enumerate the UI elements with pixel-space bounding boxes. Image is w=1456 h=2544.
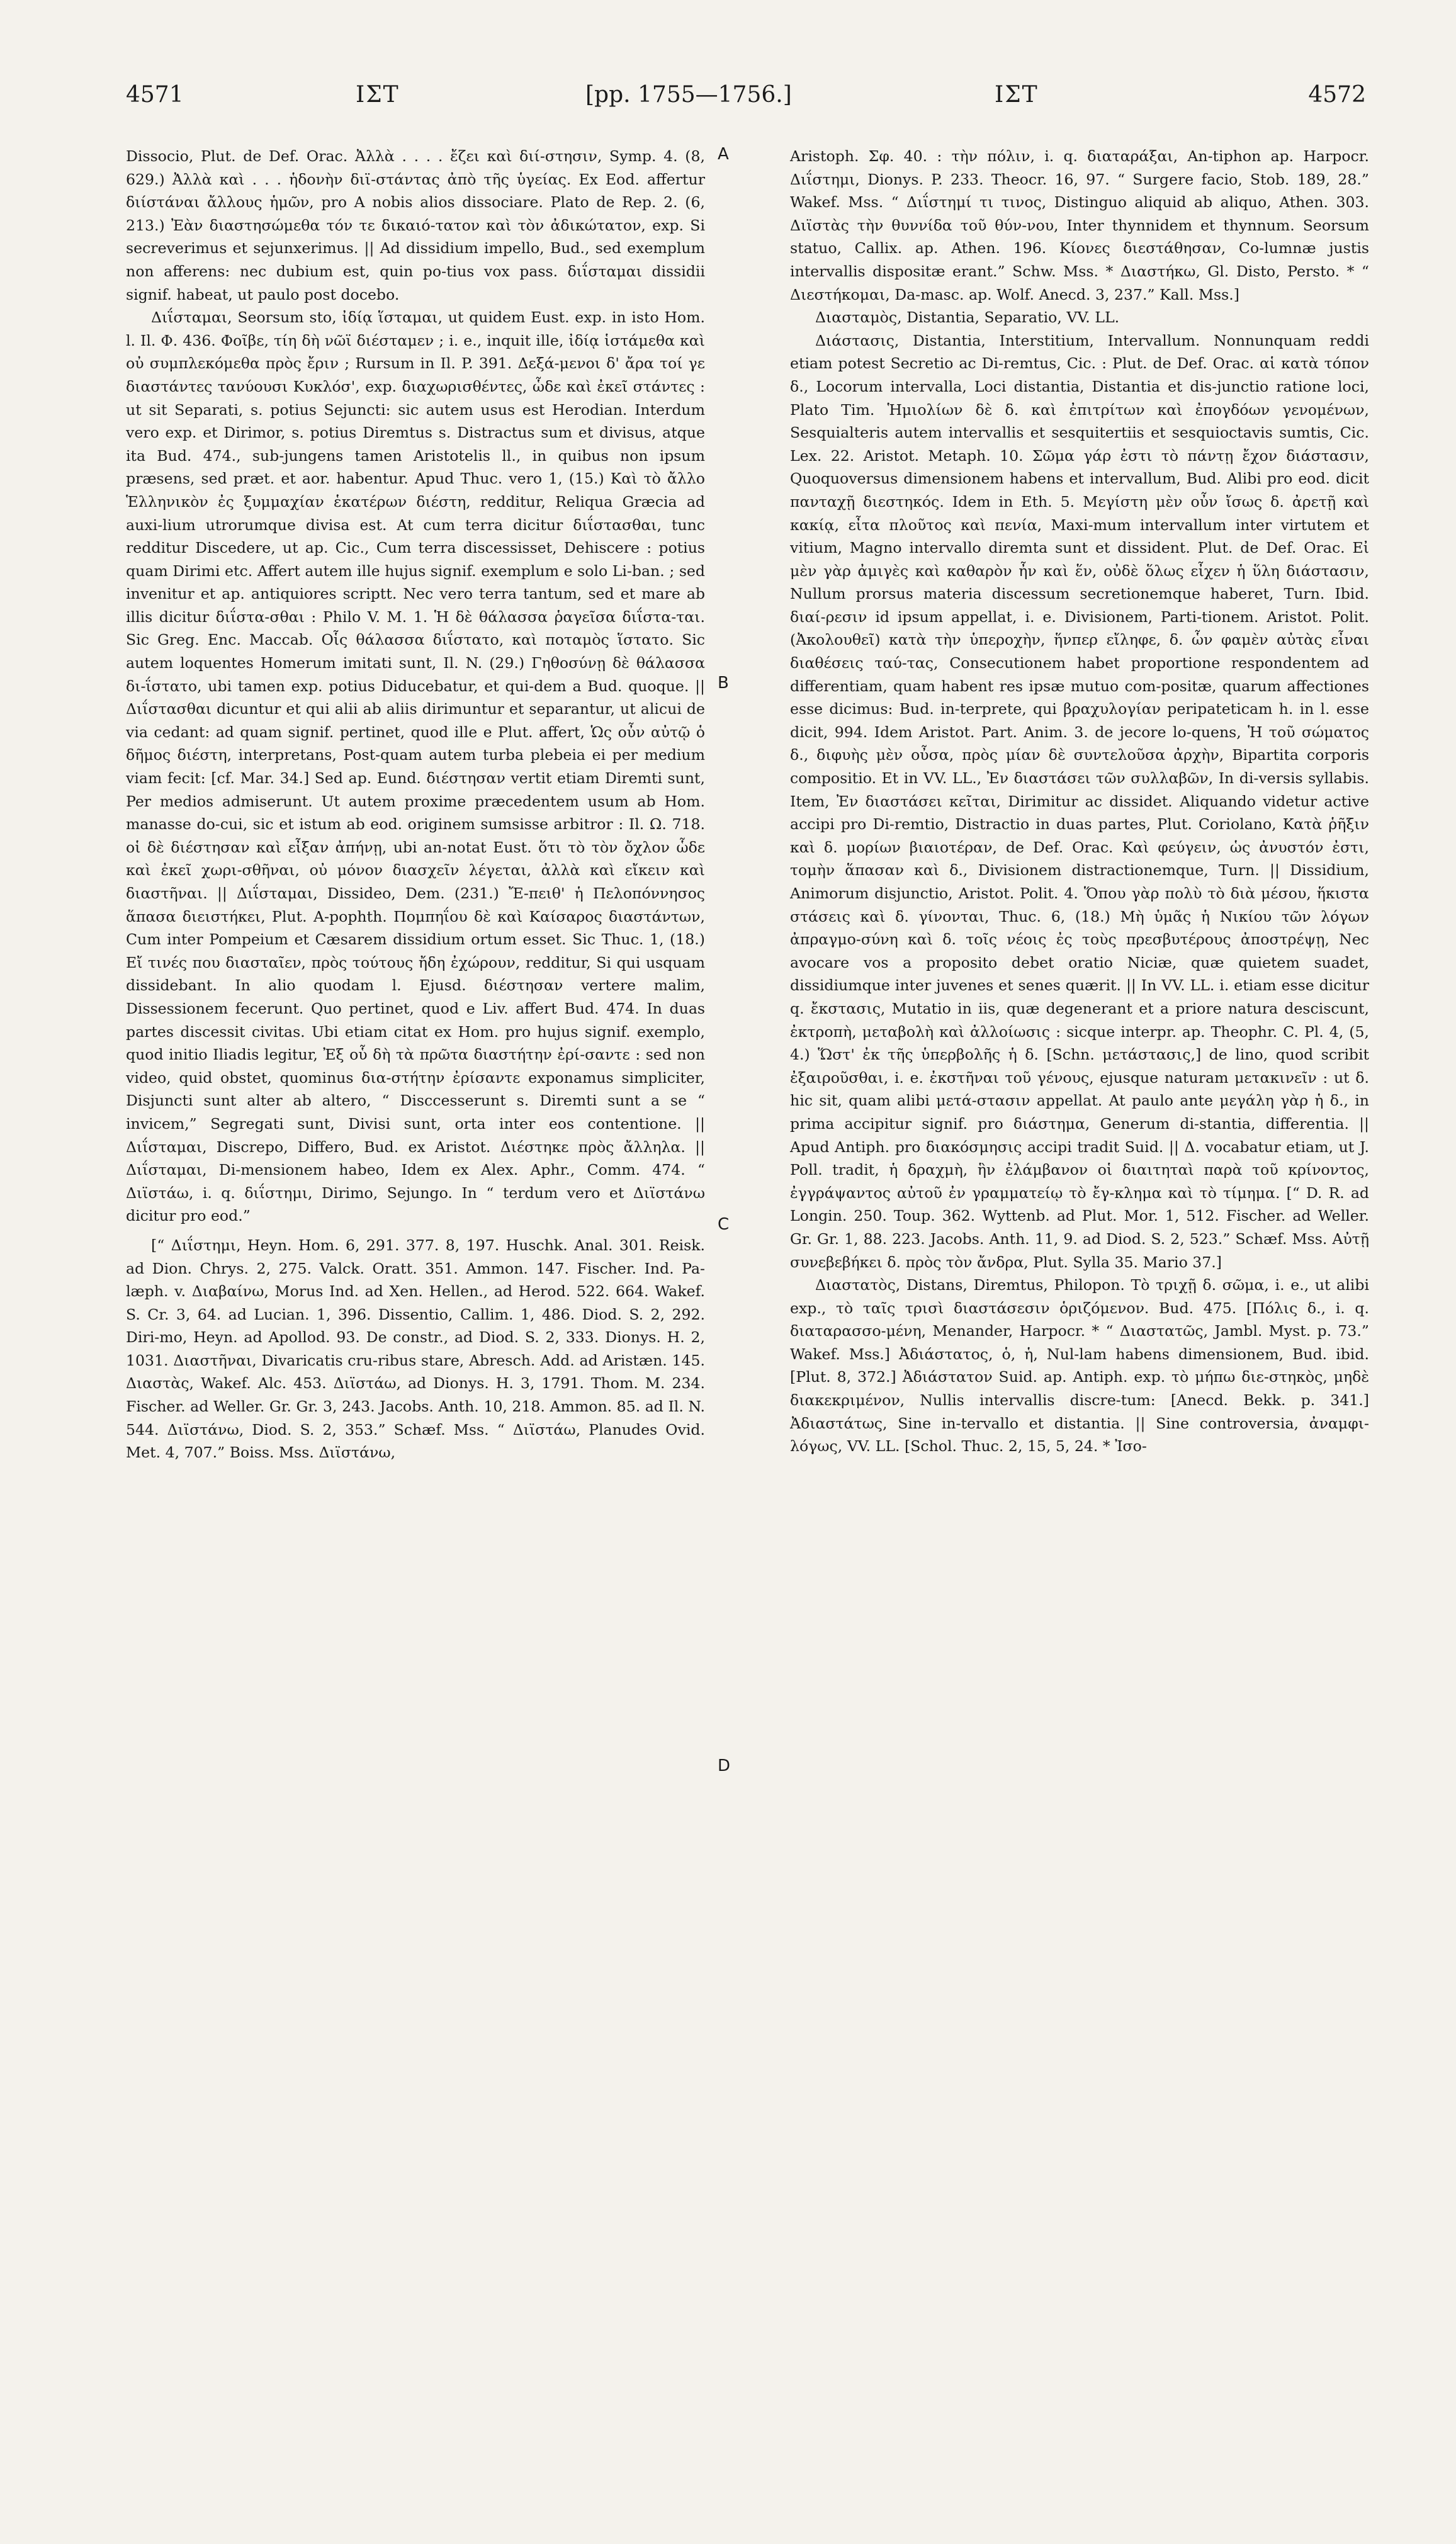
left-column — [126, 145, 705, 1464]
left-entry-paragraph: Διΐσταμαι, Seorsum sto, ἰδίᾳ ἵσταμαι, ut quidem Eust. exp. in isto Hom. l. Il. Φ. 436. Φοῖβε, τίη δὴ νῶϊ διέσταμεν ; i. e., inquit ille, ἰδίᾳ ἱστάμεθα καὶ οὐ συμπλεκόμεθα πρὸς ἔριν ; Rursum in Il. P. 391. Δεξά-μενοι δ' ἄρα τοί γε διαστάντες τανύουσι Κυκλόσ', exp. διαχωρισθέντες, ὧδε καὶ ἐκεῖ στάντες : ut sit Separati, s. potius Sejuncti: sic autem usus est Herodian. Interdum vero exp. et Dirimor, s. potius Diremtus s. Distractus sum et divisus, atque ita Bud. 474., sub-jungens tamen Aristotelis ll., in quibus non ipsum præsens, sed præt. et aor. habentur. Apud Thuc. vero 1, (15.) Καὶ τὸ ἄλλο Ἑλληνικὸν ἐς ξυμμαχίαν ἑκατέρων διέστη, redditur, Reliqua Græcia ad auxi-lium utrorumque divisa est. At cum terra dicitur διΐστασθαι, tunc redditur Discedere, ut ap. Cic., Cum terra discessisset, Dehiscere : potius quam Dirimi etc. Affert autem ille hujus signif. exemplum e solo Li-ban. ; sed invenitur et ap. antiquiores scriptt. Nec vero terra tantum, sed et mare ab illis dicitur διΐστα-σθαι : Philo V. M. 1. Ἡ δὲ θάλασσα ῥαγεῖσα διΐστα-ται. Sic Greg. Enc. Maccab. Οἷς θάλασσα διΐστατο, καὶ ποταμὸς ἵστατο. Sic autem loquentes Homerum imitati sunt, Il. N. (29.) Γηθοσύνῃ δὲ θάλασσα δι-ΐστατο, ubi tamen exp. potius Diducebatur, et qui-dem a Bud. quoque. || Διΐστασθαι dicuntur et qui alii ab aliis dirimuntur et separantur, ut alicui de via cedant: ad quam signif. pertinet, quod ille e Plut. affert, Ὡς οὖν αὐτῷ ὁ δῆμος διέστη, interpretans, Post-quam autem turba plebeia ei per medium viam fecit: [cf. Mar. 34.] Sed ap. Eund. διέστησαν vertit etiam Diremti sunt, Per medios admiserunt. Ut autem proxime præcedentem usum ab Hom. manasse do-cui, sic et istum ab eod. originem sumsisse arbitror : Il. Ω. 718. οἱ δὲ διέστησαν καὶ εἶξαν ἀπήνῃ, ubi an-notat Eust. ὅτι τὸ τὸν ὄχλον ὧδε καὶ ἐκεῖ χωρι-σθῆναι, οὐ μόνον διασχεῖν λέγεται, ἀλλὰ καὶ εἴκειν καὶ διαστῆναι. || Διΐσταμαι, Dissideo, Dem. (231.) Ἔ-πειθ' ἡ Πελοπόννησος ἅπασα διειστήκει, Plut. A-pophth. Πομπηΐου δὲ καὶ Καίσαρος διαστάντων, Cum inter Pompeium et Cæsarem dissidium ortum esset. Sic Thuc. 1, (18.) Εἴ τινές που διασταῖεν, πρὸς τούτους ἤδη ἐχώρουν, redditur, Si qui usquam dissidebant. In alio quodam l. Ejusd. διέστησαν vertere malim, Dissessionem fecerunt. Quo pertinet, quod e Liv. affert Bud. 474. In duas partes discessit civitas. Ubi etiam citat ex Hom. pro hujus signif. exemplo, quod initio Iliadis legitur, Ἐξ οὗ δὴ τὰ πρῶτα διαστήτην ἐρί-σαντε : sed non video, quid obstet, quominus δια-στήτην ἐρίσαντε exponamus simpliciter, Disjuncti sunt alter ab altero, “ Disccesserunt s. Diremti sunt a se “ invicem,” Segregati sunt, Divisi sunt, orta inter eos contentione. || Διΐσταμαι, Discrepo, Differo, Bud. ex Aristot. Διέστηκε πρὸς ἄλληλα. || Διΐσταμαι, Di-mensionem habeo, Idem ex Alex. Aphr., Comm. 474. “ Διϊστάω, i. q. διΐστημι, Dirimo, Sejungo. In “ terdum vero et Διϊστάνω dicitur pro eod.” — [126, 308, 705, 1225]
page-range: [pp. 1755—1756.] — [585, 82, 792, 108]
left-running-head: ΙΣΤ — [356, 82, 400, 108]
section-marker-d: D — [718, 1756, 731, 1775]
section-markers — [718, 145, 749, 2474]
section-marker-a: A — [718, 145, 729, 164]
right-entry-paragraph: Διασταμὸς, Distantia, Separatio, VV. LL. — [815, 308, 1120, 327]
right-column — [790, 145, 1369, 1458]
left-page-number: 4571 — [126, 82, 184, 108]
right-entry-paragraph: Διάστασις, Distantia, Interstitium, Intervallum. Nonnunquam reddi etiam potest Secretio ac Di-remtus, Cic. : Plut. de Def. Orac. αἱ κατὰ τόπον δ., Locorum intervalla, Loci distantia, Distantia et dis-junctio ratione loci, Plato Tim. Ἡμιολίων δὲ δ. καὶ ἐπιτρίτων καὶ ἐπογδόων γενομένων, Sesquialteris autem intervallis et sesquitertiis et sesquioctavis sumtis, Cic. Lex. 22. Aristot. Metaph. 10. Σῶμα γάρ ἐστι τὸ πάντῃ ἔχον διάστασιν, Quoquoversus dimensionem habens et intervallum, Bud. Alibi pro eod. dicit πανταχῇ διεστηκός. Idem in Eth. 5. Μεγίστη μὲν οὖν ἴσως δ. ἀρετῇ καὶ κακίᾳ, εἶτα πλοῦτος καὶ πενία, Maxi-mum intervallum inter virtutem et vitium, Magno intervallo diremta sunt et dissident. Plut. de Def. Orac. Εἰ μὲν γὰρ ἀμιγὲς καὶ καθαρὸν ἦν καὶ ἕν, οὐδὲ ὅλως εἶχεν ἡ ὕλη διάστασιν, Nullum prorsus materia discessum secretionemque haberet, Turn. Ibid. διαί-ρεσιν id ipsum appellat, i. e. Divisionem, Parti-tionem. Aristot. Polit. (Ἀκολουθεῖ) κατὰ τὴν ὑπεροχὴν, ἥνπερ εἴληφε, δ. ὧν φαμὲν αὐτὰς εἶναι διαθέσεις ταύ-τας, Consecutionem habet proportione respondentem ad differentiam, quam habent res ipsæ mutuo com-positæ, quarum affectiones esse dicimus: Bud. in-terprete, qui βραχυλογίαν peripateticam h. in l. esse dicit, 994. Idem Aristot. Part. Anim. 3. de jecore lo-quens, Ἡ τοῦ σώματος δ., διφυὴς μὲν οὖσα, πρὸς μίαν δὲ συντελοῦσα ἀρχὴν, Bipartita corporis compositio. Et in VV. LL., Ἐν διαστάσει τῶν συλλαβῶν, In di-versis syllabis. Item, Ἐν διαστάσει κεῖται, Dirimitur ac dissidet. Aliquando videtur active accipi pro Di-remtio, Distractio in duas partes, Plut. Coriolano, Κατὰ ῥῆξιν καὶ δ. μορίων βιαιοτέραν, de Def. Orac. Καὶ φεύγειν, ὡς ἀνυστόν ἐστι, τομὴν ἅπασαν καὶ δ., Divisionem distractionemque, Turn. || Dissidium, Animorum disjunctio, Aristot. Polit. 4. Ὅπου γὰρ πολὺ τὸ διὰ μέσου, ἥκιστα στάσεις καὶ δ. γίνονται, Thuc. 6, (18.) Μὴ ὑμᾶς ἡ Νικίου τῶν λόγων ἀπραγμο-σύνη καὶ δ. τοῖς νέοις ἐς τοὺς πρεσβυτέρους ἀποστρέψῃ, Nec avocare vos a proposito debet oratio Niciæ, quæ quietem suadet, dissidiumque inter juvenes et senes quærit. || In VV. LL. i. etiam esse dicitur q. ἔκστασις, Mutatio in iis, quæ degenerant et a priore natura desciscunt, ἐκτροπὴ, μεταβολὴ καὶ ἀλλοίωσις : sicque interpr. ap. Theophr. C. Pl. 4, (5, 4.) Ὥστ' ἐκ τῆς ὑπερβολῆς ἡ δ. [Schn. μετάστασις,] de lino, quod scribit ἐξαιροῦσθαι, i. e. ἐκστῆναι τοῦ γένους, ejusque naturam μετακινεῖν : ut δ. hic sit, quam alibi μετά-στασιν appellat. At paulo ante μεγάλη γὰρ ἡ δ., in prima accipitur signif. pro διάστημα, Generum di-stantia, differentia. || Apud Antiph. pro διακόσμησις accipi tradit Suid. || Δ. vocabatur etiam, ut J. Poll. tradit, ἡ δραχμὴ, ἣν ἐλάμβανον οἱ διαιτηταὶ παρὰ τοῦ κρίνοντος, ἐγγράψαντος αὐτοῦ ἐν γραμματείῳ τὸ ἔγ-κλημα καὶ τὸ τίμημα. [“ D. R. ad Longin. 250. Toup. 362. Wyttenb. ad Plut. Mor. 1, 512. Fischer. ad Weller. Gr. Gr. 1, 88. 223. Jacobs. Anth. 11, 9. ad Diod. S. 2, 523.” Schæf. Mss. Αὐτῇ συνεβεβήκει δ. πρὸς τὸν ἄνδρα, Plut. Sylla 35. Mario 37.] — [790, 331, 1369, 1271]
right-page-number: 4572 — [1308, 82, 1366, 108]
right-running-head: ΙΣΤ — [995, 82, 1039, 108]
right-entry-paragraph: Aristoph. Σφ. 40. : τὴν πόλιν, i. q. διαταράξαι, An-tiphon ap. Harpocr. Διΐστημι, Dionys. P. 233. Theocr. 16, 97. “ Surgere facio, Stob. 189, 28.” Wakef. Mss. “ Διΐστημί τι τινος, Distinguo aliquid ab aliquo, Athen. 303. Διϊστὰς τὴν θυννίδα τοῦ θύν-νου, Inter thynnidem et thynnum. Seorsum statuo, Callix. ap. Athen. 196. Κίονες διεστάθησαν, Co-lumnæ justis intervallis dispositæ erant.” Schw. Mss. * Διαστήκω, Gl. Disto, Persto. * “ Διεστήκομαι, Da-masc. ap. Wolf. Anecd. 3, 237.” Kall. Mss.] — [790, 147, 1369, 303]
page-header — [126, 82, 1366, 120]
section-marker-c: C — [718, 1215, 730, 1234]
left-entry-paragraph: Dissocio, Plut. de Def. Orac. Ἀλλὰ . . . . ἔζει καὶ διί-στησιν, Symp. 4. (8, 629.) Ἀλλὰ καὶ . . . ἡδονὴν διϊ-στάντας ἀπὸ τῆς ὑγείας. Ex Eod. affertur διίστάναι ἄλλους ἡμῶν, pro A nobis alios dissociare. Plato de Rep. 2. (6, 213.) Ἐὰν διαστησώμεθα τόν τε δικαιό-τατον καὶ τὸν ἀδικώτατον, exp. Si secreverimus et sejunxerimus. || Ad dissidium impello, Bud., sed exemplum non afferens: nec dubium est, quin po-tius vox pass. διΐσταμαι dissidii signif. habeat, ut paulo post docebo. — [126, 147, 705, 303]
left-references-paragraph: [“ Διΐστημι, Heyn. Hom. 6, 291. 377. 8, 197. Huschk. Anal. 301. Reisk. ad Dion. Chrys. 2, 275. Valck. Oratt. 351. Ammon. 147. Fischer. Ind. Pa-læph. v. Διαβαίνω, Morus Ind. ad Xen. Hellen., ad Herod. 522. 664. Wakef. S. Cr. 3, 64. ad Lucian. 1, 396. Dissentio, Callim. 1, 486. Diod. S. 2, 292. Diri-mo, Heyn. ad Apollod. 93. De constr., ad Diod. S. 2, 333. Dionys. H. 2, 1031. Διαστῆναι, Divaricatis cru-ribus stare, Abresch. Add. ad Aristæn. 145. Διαστὰς, Wakef. Alc. 453. Διϊστάω, ad Dionys. H. 3, 1791. Thom. M. 234. Fischer. ad Weller. Gr. Gr. 3, 243. Jacobs. Anth. 10, 218. Ammon. 85. ad Il. N. 544. Διϊστάνω, Diod. S. 2, 353.” Schæf. Mss. “ Διϊστάω, Planudes Ovid. Met. 4, 707.” Boiss. Mss. Διϊστάνω, — [126, 1236, 705, 1462]
right-entry-paragraph: Διαστατὸς, Distans, Diremtus, Philopon. Τὸ τριχῇ δ. σῶμα, i. e., ut alibi exp., τὸ ταῖς τρισὶ διαστάσεσιν ὁριζόμενον. Bud. 475. [Πόλις δ., i. q. διαταρασσο-μένη, Menander, Harpocr. * “ Διαστατῶς, Jambl. Myst. p. 73.” Wakef. Mss.] Ἀδιάστατος, ὁ, ἡ, Nul-lam habens dimensionem, Bud. ibid. [Plut. 8, 372.] Ἀδιάστατον Suid. ap. Antiph. exp. τὸ μήπω διε-στηκὸς, μηδὲ διακεκριμένον, Nullis intervallis discre-tum: [Anecd. Bekk. p. 341.] Ἀδιαστάτως, Sine in-tervallo et distantia. || Sine controversia, ἀναμφι-λόγως, VV. LL. [Schol. Thuc. 2, 15, 5, 24. * Ἰσο- — [790, 1276, 1369, 1456]
section-marker-b: B — [718, 674, 729, 693]
